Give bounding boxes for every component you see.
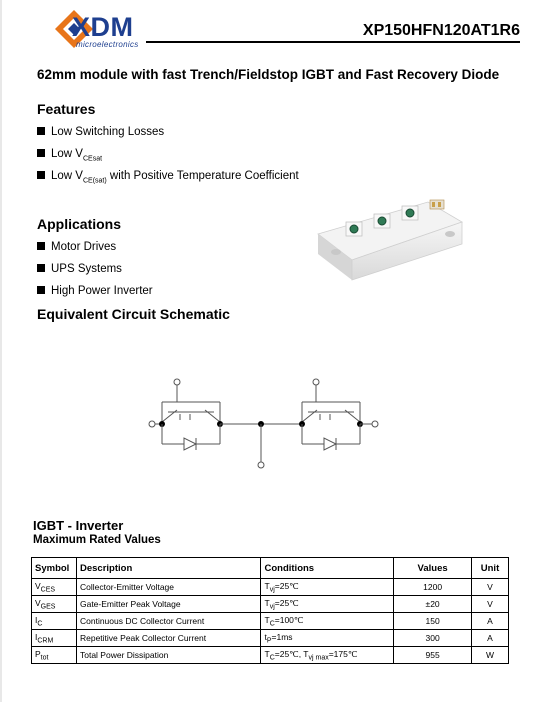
table-row — [32, 630, 509, 647]
bullet-icon — [37, 242, 45, 250]
value-cell: 300 — [394, 630, 472, 647]
symbol-cell: $V_{GES}$ — [32, 596, 77, 613]
symbol-cell: $V_{CES}$ — [32, 579, 77, 596]
conditions-cell: $T_C=25℃$, $T_{vj max}=175℃$ — [261, 647, 394, 664]
application-item: Motor Drives — [37, 241, 116, 253]
part-number: XP150HFN120AT1R6 — [362, 22, 520, 39]
page-edge — [0, 0, 2, 702]
unit-cell: A — [472, 613, 509, 630]
section-title: IGBT - Inverter — [33, 518, 124, 533]
description-cell: Total Power Dissipation — [76, 647, 261, 664]
value-cell: 150 — [394, 613, 472, 630]
ratings-table — [31, 557, 509, 664]
description-cell: Gate-Emitter Peak Voltage — [76, 596, 261, 613]
column-header: Symbol — [32, 558, 77, 579]
bullet-icon — [37, 286, 45, 294]
bullet-icon — [37, 171, 45, 179]
module-photo — [310, 192, 470, 292]
unit-cell: V — [472, 579, 509, 596]
unit-cell: W — [472, 647, 509, 664]
column-header: Conditions — [261, 558, 394, 579]
table-header-row — [32, 558, 509, 579]
application-item: High Power Inverter — [37, 285, 153, 297]
brand-name: XDM — [72, 12, 134, 42]
conditions-cell: $T_{vj}=25℃$ — [261, 596, 394, 613]
table-row — [32, 647, 509, 664]
section-subtitle: Maximum Rated Values — [33, 534, 161, 546]
value-cell: 1200 — [394, 579, 472, 596]
column-header: Values — [394, 558, 472, 579]
description-cell: Collector-Emitter Voltage — [76, 579, 261, 596]
column-header: Unit — [472, 558, 509, 579]
conditions-cell: $t_P=1ms$ — [261, 630, 394, 647]
description-cell: Continuous DC Collector Current — [76, 613, 261, 630]
symbol-cell: $I_C$ — [32, 613, 77, 630]
document-subtitle: 62mm module with fast Trench/Fieldstop IGBT and Fast Recovery Diode — [37, 67, 500, 82]
unit-cell: V — [472, 596, 509, 613]
application-item: UPS Systems — [37, 263, 122, 275]
conditions-cell: $T_{vj}=25℃$ — [261, 579, 394, 596]
conditions-cell: $T_C=100℃$ — [261, 613, 394, 630]
schematic-heading: Equivalent Circuit Schematic — [37, 306, 230, 322]
table-row — [32, 596, 509, 613]
column-header: Description — [76, 558, 261, 579]
table-row — [32, 613, 509, 630]
header-rule — [146, 41, 520, 43]
symbol-cell: $I_{CRM}$ — [32, 630, 77, 647]
feature-item: Low $V_{CEsat}$ — [37, 148, 102, 162]
bullet-icon — [37, 127, 45, 135]
applications-heading: Applications — [37, 216, 122, 232]
description-cell: Repetitive Peak Collector Current — [76, 630, 261, 647]
brand-subtitle: microelectronics — [76, 40, 139, 49]
feature-item: Low $V_{CE(sat)}$ with Positive Temperature Coefficient — [37, 170, 299, 184]
circuit-schematic — [140, 372, 390, 482]
feature-item: Low Switching Losses — [37, 126, 164, 138]
value-cell: ±20 — [394, 596, 472, 613]
features-heading: Features — [37, 101, 96, 117]
bullet-icon — [37, 149, 45, 157]
symbol-cell: $P_{tot}$ — [32, 647, 77, 664]
bullet-icon — [37, 264, 45, 272]
value-cell: 955 — [394, 647, 472, 664]
table-row — [32, 579, 509, 596]
unit-cell: A — [472, 630, 509, 647]
